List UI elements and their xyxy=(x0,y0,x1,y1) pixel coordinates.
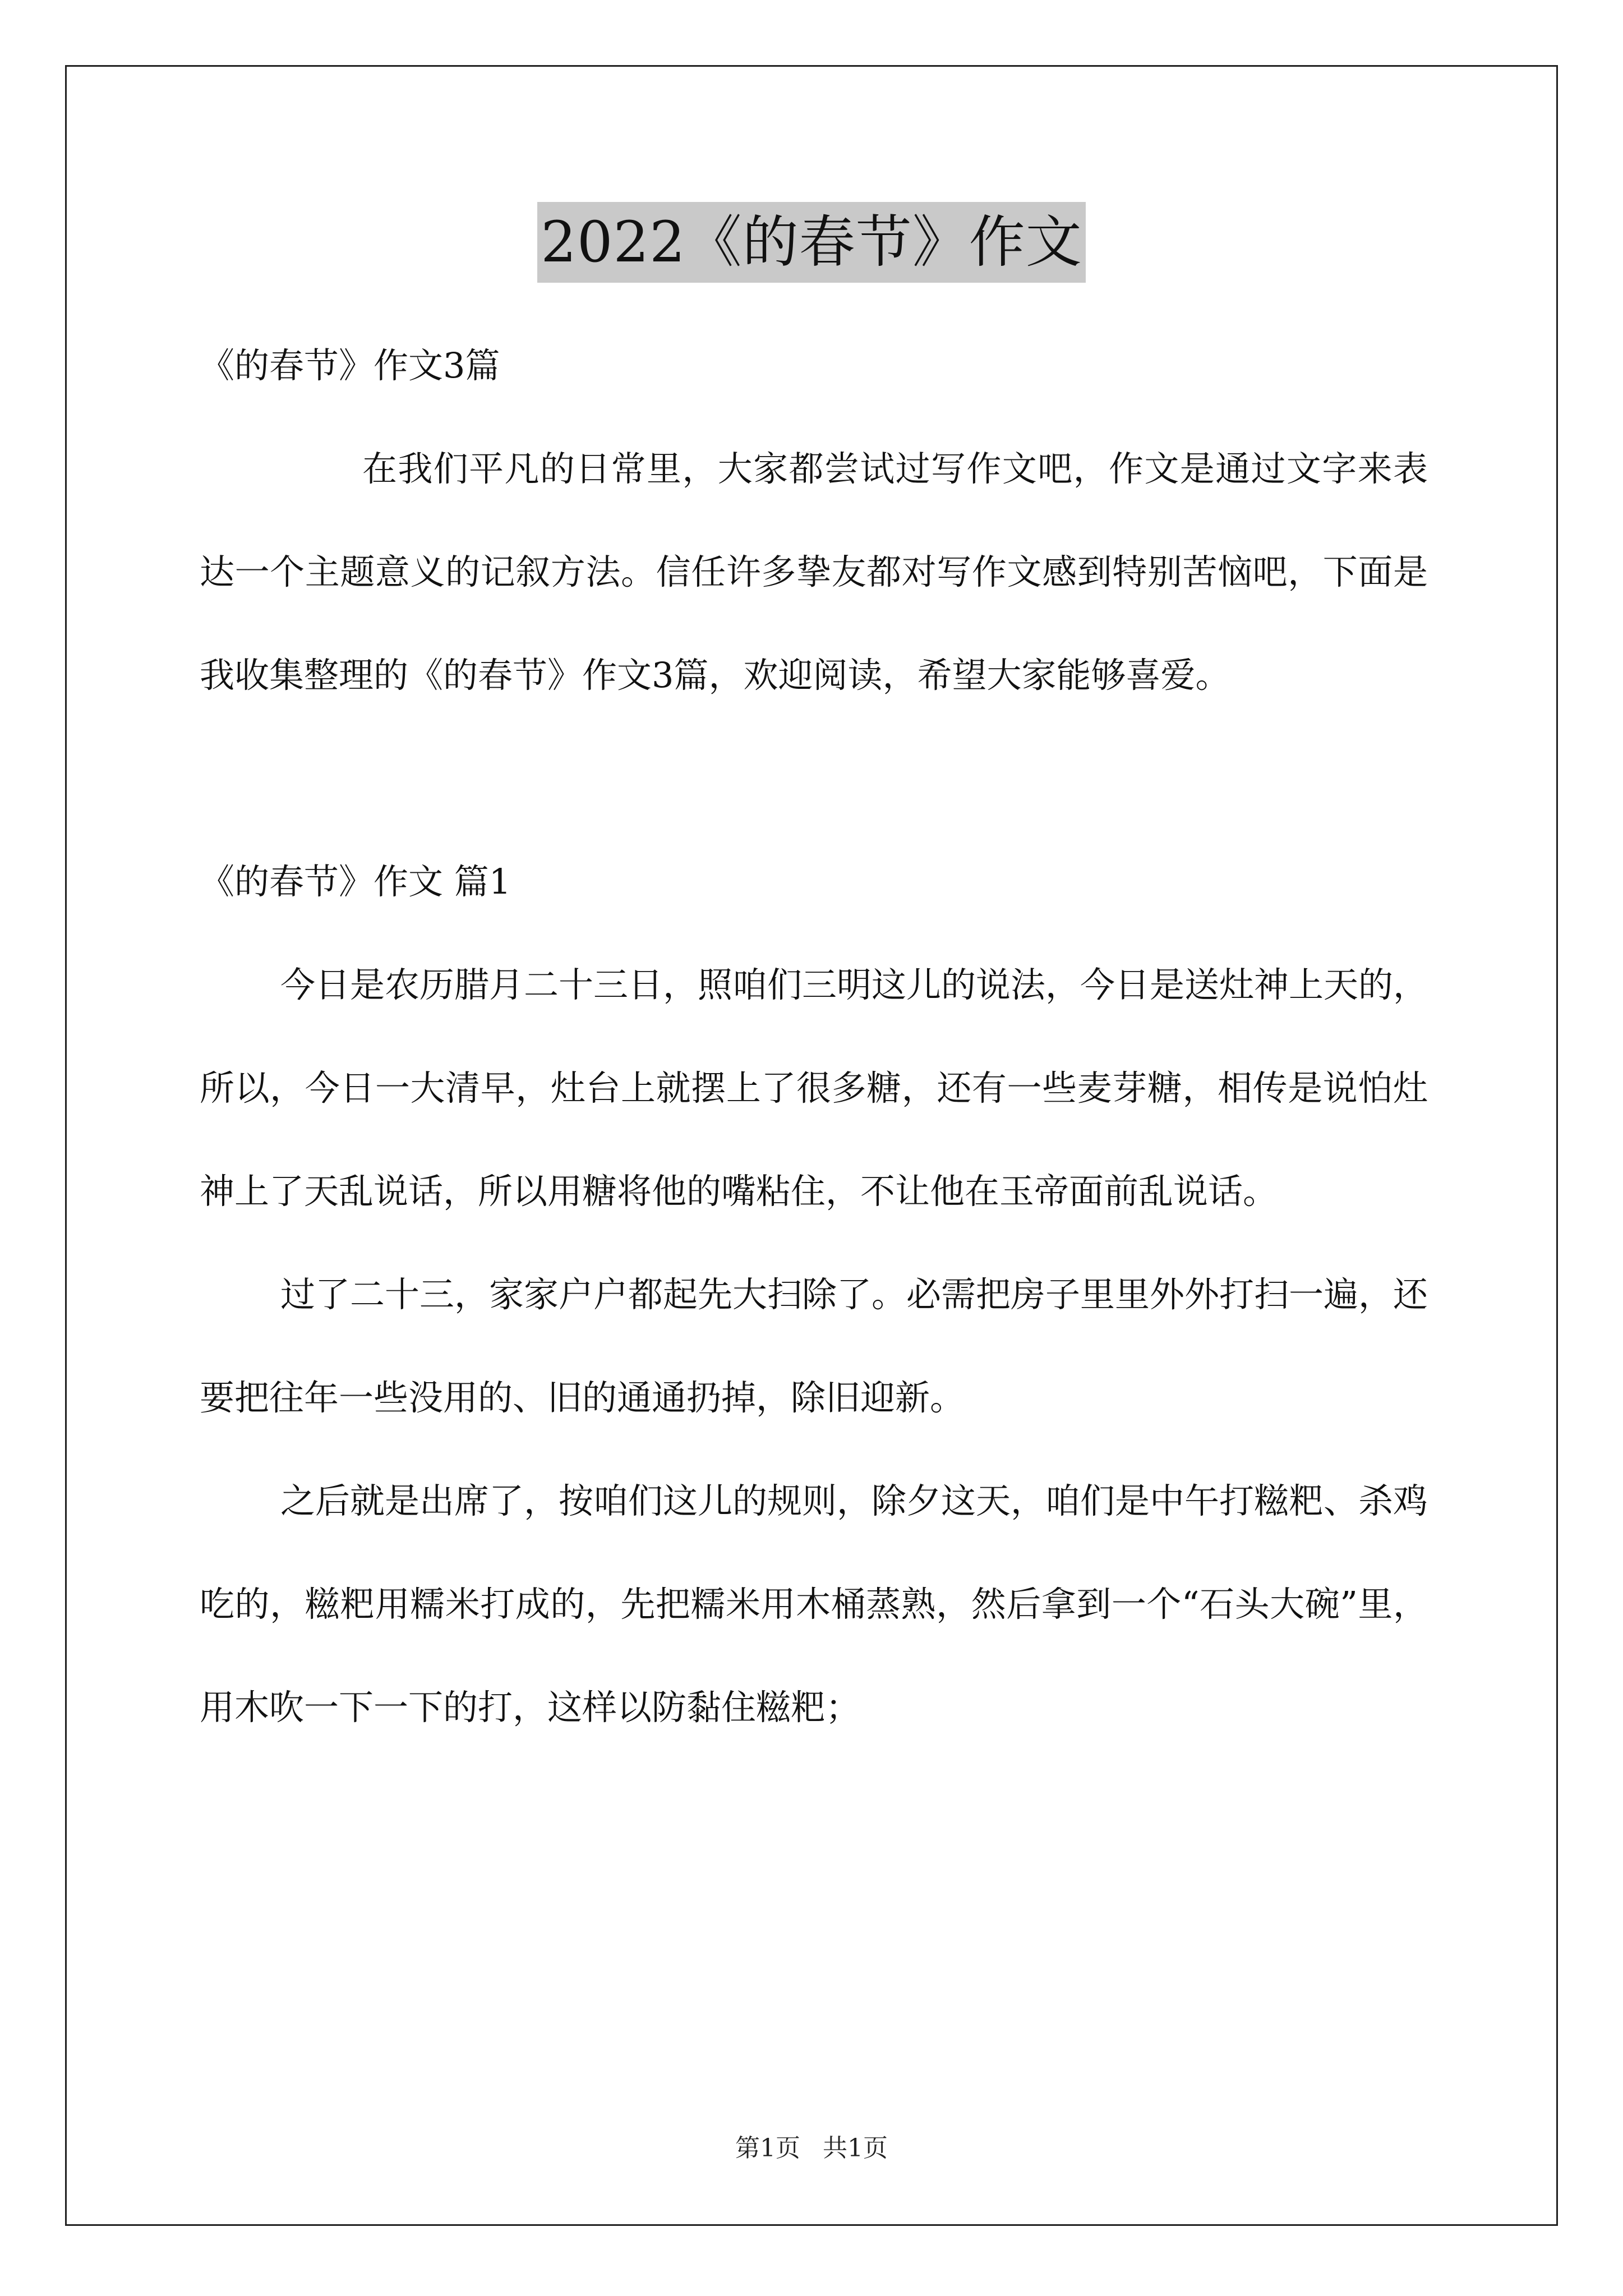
page-footer xyxy=(0,2132,1623,2165)
title-container xyxy=(0,202,1623,283)
section-heading: 《的春节》作文 篇1 xyxy=(200,861,511,902)
body-paragraph-2: 过了二十三，家家户户都起先大扫除了。必需把房子里里外外打扫一遍，还要把往年一些没用的、旧的通通扔掉，除旧迎新。 xyxy=(200,1274,1428,1418)
section-gap xyxy=(200,727,1428,830)
page-number-current: 第1页 xyxy=(735,2134,800,2162)
body-paragraph-3: 之后就是出席了，按咱们这儿的规则，除夕这天，咱们是中午打糍粑、杀鸡吃的，糍粑用糯米打成的，先把糯米用木桶蒸熟，然后拿到一个“石头大碗”里，用木吹一下一下的打，这样以防黏住糍粑； xyxy=(200,1480,1428,1728)
intro-paragraph: 在我们平凡的日常里，大家都尝试过写作文吧，作文是通过文字来表达一个主题意义的记叙方法。信任许多挚友都对写作文感到特别苦恼吧，下面是我收集整理的《的春节》作文3篇，欢迎阅读，希望大家能够喜爱。 xyxy=(200,448,1428,696)
page-number-total: 共1页 xyxy=(823,2134,888,2162)
document-subtitle: 《的春节》作文3篇 xyxy=(200,345,500,386)
document-title: 2022《的春节》作文 xyxy=(537,202,1086,283)
body-paragraph-1: 今日是农历腊月二十三日，照咱们三明这儿的说法，今日是送灶神上天的，所以，今日一大清早，灶台上就摆上了很多糖，还有一些麦芽糖，相传是说怕灶神上了天乱说话，所以用糖将他的嘴粘住，不让他在玉帝面前乱说话。 xyxy=(200,964,1428,1212)
document-body xyxy=(200,314,1428,1759)
